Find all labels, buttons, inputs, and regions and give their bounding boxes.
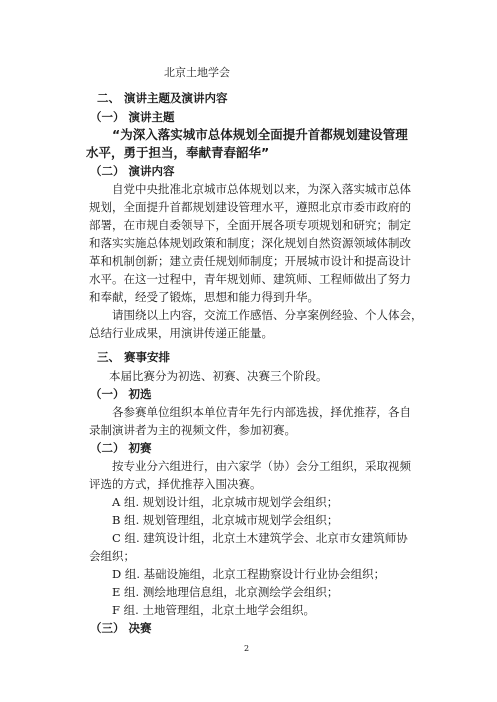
- content-paragraph-1-line-4: 和落实实施总体规划政策和制度；深化规划自然资源领域体制改: [89, 236, 411, 250]
- group-b-item: B 组. 规划管理组，北京城市规划学会组织；: [112, 513, 339, 527]
- content-paragraph-2-line-1: 请围绕以上内容，交流工作感悟、分享案例经验、个人体会，: [112, 308, 423, 322]
- theme-quote-line-1: “为深入落实城市总体规划全面提升首都规划建设管理: [112, 127, 408, 142]
- prelim-line-2: 录制演讲者为主的视频文件，参加初赛。: [89, 423, 296, 437]
- content-paragraph-1-line-6: 水平。在这一过程中，青年规划师、建筑师、工程师做出了努力: [89, 272, 411, 286]
- group-f-item: F 组. 土地管理组，北京土地学会组织。: [112, 603, 315, 617]
- section-2-1-heading: （一） 演讲主题: [90, 110, 175, 124]
- group-c-item-line-1: C 组. 建筑设计组，北京土木建筑学会、北京市女建筑师协: [112, 531, 408, 545]
- content-paragraph-1-line-2: 规划，全面提升首都规划建设管理水平，遵照北京市委市政府的: [89, 200, 411, 214]
- theme-quote-line-2: 水平，勇于担当，奉献青春韶华”: [86, 145, 270, 160]
- prelim-line-1: 各参赛单位组织本单位青年先行内部选拔，择优推荐，各自: [112, 405, 411, 419]
- section-3-3-heading: （三） 决赛: [90, 621, 152, 635]
- section-3-heading: 三、 赛事安排: [97, 350, 171, 364]
- group-a-item: A 组. 规划设计组，北京城市规划学会组织；: [112, 495, 339, 509]
- first-round-line-1: 按专业分六组进行，由六家学（协）会分工组织，采取视频: [112, 459, 411, 473]
- group-d-item: D 组. 基础设施组，北京工程勘察设计行业协会组织；: [112, 567, 386, 581]
- content-paragraph-1-line-7: 和奉献，经受了锻炼，思想和能力得到升华。: [89, 290, 319, 304]
- content-paragraph-1-line-5: 革和机制创新；建立责任规划师制度；开展城市设计和提高设计: [89, 254, 411, 268]
- section-2-2-heading: （二） 演讲内容: [90, 164, 175, 178]
- group-e-item: E 组. 测绘地理信息组，北京测绘学会组织；: [112, 585, 339, 599]
- group-c-item-line-2: 会组织；: [89, 549, 135, 563]
- section-2-heading: 二、 演讲主题及演讲内容: [97, 91, 228, 105]
- page-number: 2: [244, 644, 250, 653]
- section-3-intro: 本届比赛分为初选、初赛、决赛三个阶段。: [109, 369, 328, 383]
- page-header: 北京土地学会: [164, 66, 230, 79]
- first-round-line-2: 评选的方式，择优推荐入围决赛。: [89, 477, 262, 491]
- content-paragraph-1-line-1: 自党中央批准北京城市总体规划以来，为深入落实城市总体: [112, 182, 411, 196]
- content-paragraph-2-line-2: 总结行业成果，用演讲传递正能量。: [89, 326, 273, 340]
- content-paragraph-1-line-3: 部署，在市规自委领导下，全面开展各项专项规划和研究；制定: [89, 218, 411, 232]
- section-3-1-heading: （一） 初选: [90, 387, 152, 401]
- section-3-2-heading: （二） 初赛: [90, 441, 152, 455]
